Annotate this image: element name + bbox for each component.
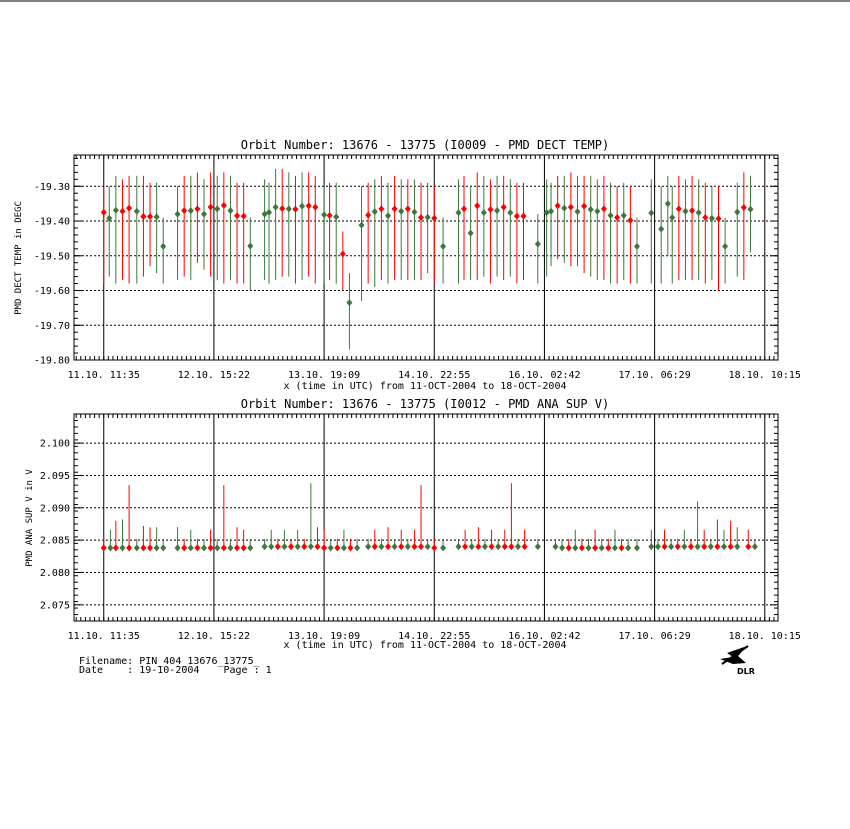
data-point [134,544,140,551]
data-point [247,544,253,551]
data-point [722,243,728,250]
x-tick-label: 16.10. 02:42 [508,370,581,381]
x-tick-label: 11.10. 11:35 [67,631,140,642]
data-point [508,543,514,550]
data-point [126,205,132,212]
data-point [113,207,119,214]
data-point [327,212,333,219]
data-point [392,543,398,550]
data-point [101,209,107,216]
x-tick-label: 12.10. 15:22 [177,631,251,642]
data-point [160,243,166,250]
x-tick-label: 14.10. 22:55 [398,631,471,642]
data-point [299,203,305,210]
data-point [515,543,521,550]
data-point [621,212,627,219]
x-tick-label: 18.10. 10:15 [728,370,801,381]
data-point [160,544,166,551]
data-point [734,543,740,550]
data-point [372,208,378,215]
data-point [175,211,181,218]
data-point [113,544,119,551]
data-point [728,543,734,550]
data-point [634,544,640,551]
data-point [752,543,758,550]
x-tick-label: 12.10. 15:22 [177,370,251,381]
data-point [634,243,640,250]
y-tick-label: 2.100 [39,438,70,450]
data-point [431,544,437,551]
data-point [741,204,747,211]
data-point [194,544,200,551]
data-point [482,543,488,550]
data-point [456,209,462,216]
data-point [688,543,694,550]
data-point [514,213,520,220]
data-point [405,205,411,212]
data-point [614,214,620,221]
data-point [675,543,681,550]
y-tick-label: 2.075 [39,600,70,612]
chart-title: Orbit Number: 13676 - 13775 (I0012 - PMD ANA SUP V) [240,397,610,411]
data-point [405,543,411,550]
x-tick-label: 13.10. 19:09 [287,631,361,642]
data-point [745,543,751,550]
data-point [378,543,384,550]
data-point [601,205,607,212]
data-point [734,208,740,215]
y-axis-label: PMD ANA SUP V in V [25,469,35,567]
data-point [676,205,682,212]
data-point [461,205,467,212]
data-point [328,544,334,551]
data-point [126,544,132,551]
data-point [475,543,481,550]
data-point [333,213,339,220]
data-point [262,543,268,550]
data-point [354,544,360,551]
data-point [456,543,462,550]
data-point [418,214,424,221]
data-point [321,544,327,551]
data-point [247,243,253,250]
data-point [561,205,567,212]
data-point [175,544,181,551]
footer-filename: Filename: PIN_404_13676_13775_ [79,656,260,667]
data-point [568,204,574,211]
data-point [241,213,247,220]
data-point [140,544,146,551]
y-tick-label: 2.080 [39,567,70,579]
data-point [398,208,404,215]
data-point [154,544,160,551]
data-point [469,543,475,550]
data-point [273,204,279,211]
data-point [535,543,541,550]
data-point [708,543,714,550]
data-point [275,543,281,550]
x-tick-label: 13.10. 19:09 [287,370,361,381]
data-point [425,543,431,550]
data-point [481,209,487,216]
data-point [134,208,140,215]
data-point [586,544,592,551]
y-tick-label: -19.70 [33,320,70,332]
x-tick-label: 17.10. 06:29 [618,631,691,642]
data-point [359,222,365,229]
data-point [608,212,614,219]
data-point [594,208,600,215]
data-point [181,544,187,551]
plot-frame [74,414,778,621]
data-point [227,207,233,214]
data-point [214,205,220,212]
data-point [101,544,107,551]
dlr-logo-text: DLR [737,667,755,676]
data-point [662,543,668,550]
data-point [468,230,474,237]
data-point [681,543,687,550]
data-point [548,208,554,215]
data-point [241,544,247,551]
data-point [418,543,424,550]
x-axis-label: x (time in UTC) from 11-OCT-2004 to 18-OCT-2004 [283,640,567,651]
data-point [295,543,301,550]
data-point [385,212,391,219]
chart-pmd-ana-sup-v [25,397,801,651]
data-point [425,214,431,221]
data-point [599,544,605,551]
data-point [552,543,558,550]
data-point [286,205,292,212]
data-point [208,544,214,551]
data-point [392,205,398,212]
data-point [181,207,187,214]
data-point [340,251,346,258]
data-point [348,544,354,551]
y-tick-label: -19.60 [33,286,70,298]
data-point [411,208,417,215]
data-point [208,204,214,211]
data-point [612,544,618,551]
data-point [714,543,720,550]
data-point [221,202,227,209]
data-point [365,212,371,219]
x-axis-label: x (time in UTC) from 11-OCT-2004 to 18-OCT-2004 [283,381,567,392]
data-point [398,543,404,550]
data-point [521,213,527,220]
data-point [154,213,160,220]
data-point [201,211,207,218]
data-point [709,215,715,222]
y-tick-label: -19.30 [33,181,70,193]
data-point [462,543,468,550]
data-point [605,544,611,551]
data-point [378,205,384,212]
x-tick-label: 17.10. 06:29 [618,370,691,381]
data-point [385,543,391,550]
data-point [372,543,378,550]
data-point [665,200,671,207]
data-point [721,543,727,550]
data-point [747,206,753,213]
data-point [682,208,688,215]
data-point [431,215,437,222]
data-point [227,544,233,551]
data-point [234,544,240,551]
data-point [281,543,287,550]
x-tick-label: 14.10. 22:55 [398,370,471,381]
data-point [201,544,207,551]
chart-marks [40,414,801,642]
data-point [334,544,340,551]
dlr-logo [720,646,755,676]
data-point [119,544,125,551]
data-point [279,205,285,212]
data-point [188,207,194,214]
data-point [140,213,146,220]
data-point [147,213,153,220]
data-point [308,543,314,550]
data-point [581,203,587,210]
chart-marks [34,155,801,381]
y-tick-label: -19.80 [33,355,70,367]
data-point [689,207,695,214]
x-tick-label: 18.10. 10:15 [728,631,801,642]
data-point [559,544,565,551]
data-point [341,544,347,551]
data-point [440,243,446,250]
data-point [474,202,480,209]
data-point [574,208,580,215]
data-point [535,240,541,247]
y-tick-label: -19.40 [33,216,70,228]
data-point [268,543,274,550]
data-point [119,208,125,215]
data-point [411,543,417,550]
data-point [188,544,194,551]
data-point [625,544,631,551]
data-point [489,543,495,550]
data-point [579,544,585,551]
data-point [627,217,633,224]
y-tick-label: 2.095 [39,470,70,482]
data-point [572,544,578,551]
data-point [321,211,327,218]
data-point [301,543,307,550]
data-point [592,544,598,551]
data-point [214,544,220,551]
y-tick-label: 2.090 [39,503,70,515]
data-point [648,543,654,550]
data-point [234,212,240,219]
data-point [107,544,113,551]
chart-pmd-dect-temp [14,138,801,392]
chart-title: Orbit Number: 13676 - 13775 (I0009 - PMD DECT TEMP) [240,138,610,152]
data-point [716,215,722,222]
data-point [306,202,312,209]
data-point [619,544,625,551]
data-point [346,299,352,306]
footer-date: Date : 19-10-2004 Page : 1 [79,665,272,676]
data-point [648,210,654,217]
data-point [312,204,318,211]
data-point [669,214,675,221]
data-point [588,206,594,213]
data-point [494,207,500,214]
data-point [147,544,153,551]
data-point [701,543,707,550]
data-point [696,209,702,216]
data-point [440,544,446,551]
data-point [502,543,508,550]
data-point [507,209,513,216]
data-point [221,544,227,551]
y-tick-label: 2.085 [39,535,70,547]
data-point [566,544,572,551]
data-point [501,204,507,211]
data-point [702,214,708,221]
x-tick-label: 16.10. 02:42 [508,631,581,642]
data-point [487,206,493,213]
data-point [522,543,528,550]
x-tick-label: 11.10. 11:35 [67,370,140,381]
data-point [668,543,674,550]
data-point [695,543,701,550]
data-point [194,205,200,212]
data-point [555,202,561,209]
data-point [655,543,661,550]
data-point [288,543,294,550]
y-tick-label: -19.50 [33,251,70,263]
data-point [292,206,298,213]
y-axis-label: PMD DECT TEMP in DEGC [14,201,24,315]
data-point [314,543,320,550]
data-point [365,543,371,550]
data-point [658,226,664,233]
data-point [495,543,501,550]
